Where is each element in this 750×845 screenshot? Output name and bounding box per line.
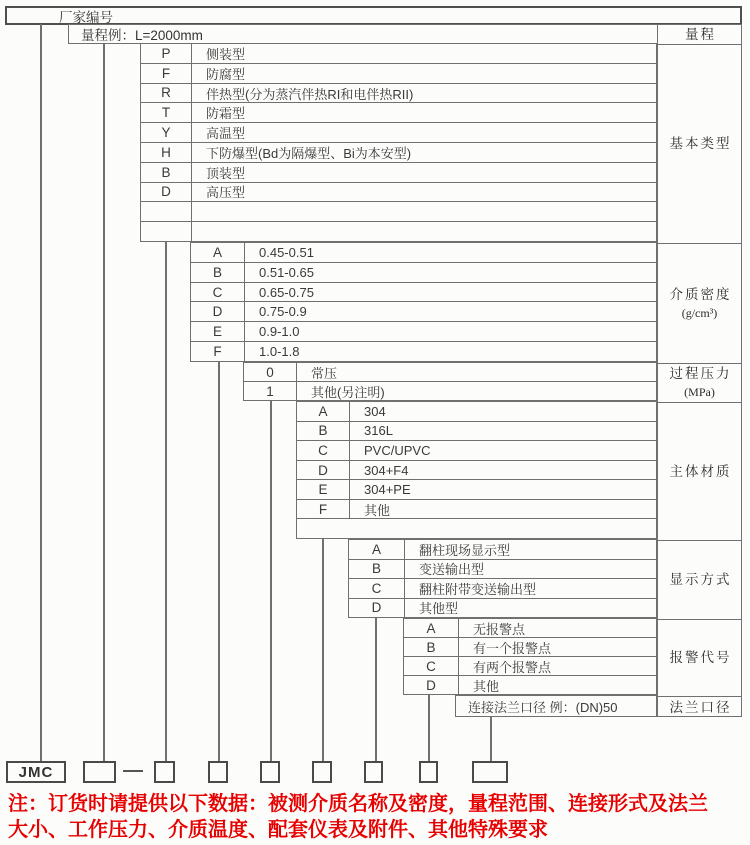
order-note	[8, 791, 748, 843]
option-row	[191, 301, 656, 321]
code-slot-basic-type	[154, 761, 175, 783]
option-row	[141, 162, 656, 182]
body-material-table	[296, 401, 657, 539]
option-code: R	[141, 84, 192, 103]
option-row	[297, 460, 656, 480]
option-code: B	[191, 263, 245, 282]
option-desc: 304+F4	[364, 462, 409, 478]
manufacturer-code-row	[5, 6, 742, 25]
option-code: C	[191, 283, 245, 302]
option-code: H	[141, 143, 192, 162]
option-row	[297, 518, 656, 538]
option-code: P	[141, 44, 192, 63]
option-desc: 316L	[364, 423, 393, 439]
option-desc: 0.45-0.51	[259, 244, 314, 260]
section-label-flange-size: 法兰口径	[658, 696, 741, 718]
option-desc: 变送输出型	[419, 562, 485, 578]
option-row	[141, 122, 656, 142]
option-code: B	[141, 163, 192, 182]
option-row	[297, 402, 656, 421]
option-code: Y	[141, 123, 192, 142]
option-desc: 有两个报警点	[473, 659, 552, 675]
option-row	[297, 479, 656, 499]
option-row	[404, 675, 656, 694]
range-example-label: 量程例：L=2000mm	[81, 28, 203, 43]
option-desc: 高温型	[206, 126, 246, 142]
section-label-body-material: 主体材质	[658, 402, 741, 540]
section-label-display-mode: 显示方式	[658, 540, 741, 619]
option-desc: 下防爆型(Bd为隔爆型、Bi为本安型)	[206, 145, 412, 161]
option-code: C	[297, 441, 350, 460]
option-code: F	[141, 64, 192, 83]
connector-line	[40, 24, 42, 761]
range-example-row	[68, 24, 658, 44]
option-code: E	[191, 322, 245, 341]
model-prefix-box	[6, 761, 66, 783]
option-desc: 翻柱现场显示型	[419, 542, 511, 558]
flange-size-table	[455, 695, 657, 717]
code-slot-display-mode	[364, 761, 383, 783]
option-code: D	[404, 676, 459, 694]
option-desc: 0.9-1.0	[259, 324, 300, 340]
option-desc: 侧装型	[206, 46, 246, 62]
option-code: B	[297, 422, 350, 441]
section-label-basic-type: 基本类型	[658, 44, 741, 243]
option-code: D	[349, 599, 405, 618]
section-label-column	[657, 24, 742, 717]
option-row	[141, 44, 656, 63]
manufacturer-code-label: 厂家编号	[59, 9, 113, 25]
option-code: C	[349, 579, 405, 598]
option-desc: 顶装型	[206, 165, 246, 181]
option-row	[141, 182, 656, 202]
option-code: F	[297, 500, 350, 519]
option-row	[349, 578, 656, 598]
code-slot-flange-size	[472, 761, 508, 783]
option-row	[141, 201, 656, 221]
option-desc: 其他	[364, 502, 391, 518]
option-row	[456, 696, 656, 716]
option-row	[297, 421, 656, 441]
option-desc: 伴热型(分为蒸汽伴热RI和电伴热RII)	[206, 86, 414, 102]
option-row	[141, 102, 656, 122]
option-code: 1	[244, 382, 297, 400]
option-desc: 1.0-1.8	[259, 344, 300, 360]
option-desc: PVC/UPVC	[364, 442, 431, 458]
option-desc: 防腐型	[206, 66, 246, 82]
code-slot-process-pressure	[260, 761, 280, 783]
alarm-code-table	[403, 618, 657, 695]
connector-line	[322, 539, 324, 761]
option-row	[191, 243, 656, 262]
option-row	[297, 499, 656, 519]
connector-line	[218, 362, 220, 761]
media-density-table	[190, 242, 657, 362]
option-desc: 常压	[311, 365, 338, 381]
option-code: B	[349, 560, 405, 579]
option-row	[244, 381, 656, 400]
option-row	[191, 282, 656, 302]
option-row	[191, 341, 656, 361]
option-code: D	[297, 461, 350, 480]
option-desc: 其他	[473, 678, 500, 694]
option-code: F	[191, 342, 245, 361]
option-desc	[297, 519, 656, 538]
option-desc: 0.65-0.75	[259, 284, 314, 300]
section-label-alarm-code: 报警代号	[658, 619, 741, 696]
option-desc: 有一个报警点	[473, 640, 552, 656]
option-code: E	[297, 480, 350, 499]
option-desc: 其他(另注明)	[311, 384, 385, 400]
option-code: T	[141, 103, 192, 122]
option-desc: 304+PE	[364, 482, 411, 498]
option-desc: 无报警点	[473, 621, 526, 637]
option-desc	[192, 202, 656, 221]
connector-line	[165, 242, 167, 761]
option-code: A	[404, 619, 459, 637]
option-row	[141, 221, 656, 241]
option-row	[404, 637, 656, 656]
option-row	[404, 656, 656, 675]
basic-type-table	[140, 43, 657, 242]
process-pressure-table	[243, 362, 657, 401]
option-row	[297, 440, 656, 460]
order-note-line: 注：订货时请提供以下数据：被测介质名称及密度，量程范围、连接形式及法兰	[8, 793, 708, 815]
code-slot-media-density	[208, 761, 228, 783]
order-note-line: 大小、工作压力、介质温度、配套仪表及附件、其他特殊要求	[8, 819, 548, 841]
option-code: A	[191, 243, 245, 262]
connector-line	[375, 618, 377, 761]
code-slot-body-material	[312, 761, 332, 783]
option-row	[349, 559, 656, 579]
option-code: B	[404, 638, 459, 656]
option-row	[141, 83, 656, 103]
option-code: 0	[244, 363, 297, 381]
option-desc: 0.51-0.65	[259, 264, 314, 280]
option-code	[141, 222, 192, 241]
option-row	[191, 262, 656, 282]
option-desc: 高压型	[206, 185, 246, 201]
option-row	[244, 363, 656, 381]
display-mode-table	[348, 539, 657, 618]
option-row	[349, 598, 656, 618]
section-label-process-pressure: 过程压力 (MPa)	[658, 363, 741, 402]
option-row	[349, 540, 656, 559]
option-desc: 304	[364, 403, 386, 419]
section-label-range: 量程	[685, 26, 716, 42]
option-code: A	[349, 540, 405, 559]
connector-line	[490, 717, 492, 761]
option-row	[404, 619, 656, 637]
code-slot-range	[83, 761, 116, 783]
option-row	[141, 63, 656, 83]
connector-line	[428, 695, 430, 761]
option-desc: 0.75-0.9	[259, 304, 307, 320]
option-code	[141, 202, 192, 221]
option-code: A	[297, 402, 350, 421]
model-prefix-label: JMC	[18, 763, 54, 781]
option-desc: 翻柱附带变送输出型	[419, 581, 537, 597]
option-code: C	[404, 657, 459, 675]
connector-line	[103, 43, 105, 761]
dash-separator	[123, 770, 143, 772]
option-row	[191, 321, 656, 341]
option-desc: 连接法兰口径 例：(DN)50	[468, 699, 618, 715]
option-code: D	[141, 183, 192, 202]
option-desc: 其他型	[419, 601, 459, 617]
code-slot-alarm-code	[419, 761, 438, 783]
section-label-media-density: 介质密度 (g/cm³)	[658, 243, 741, 363]
option-desc: 防霜型	[206, 106, 246, 122]
option-desc	[192, 222, 656, 241]
option-code: D	[191, 302, 245, 321]
option-row	[141, 142, 656, 162]
connector-line	[270, 401, 272, 761]
